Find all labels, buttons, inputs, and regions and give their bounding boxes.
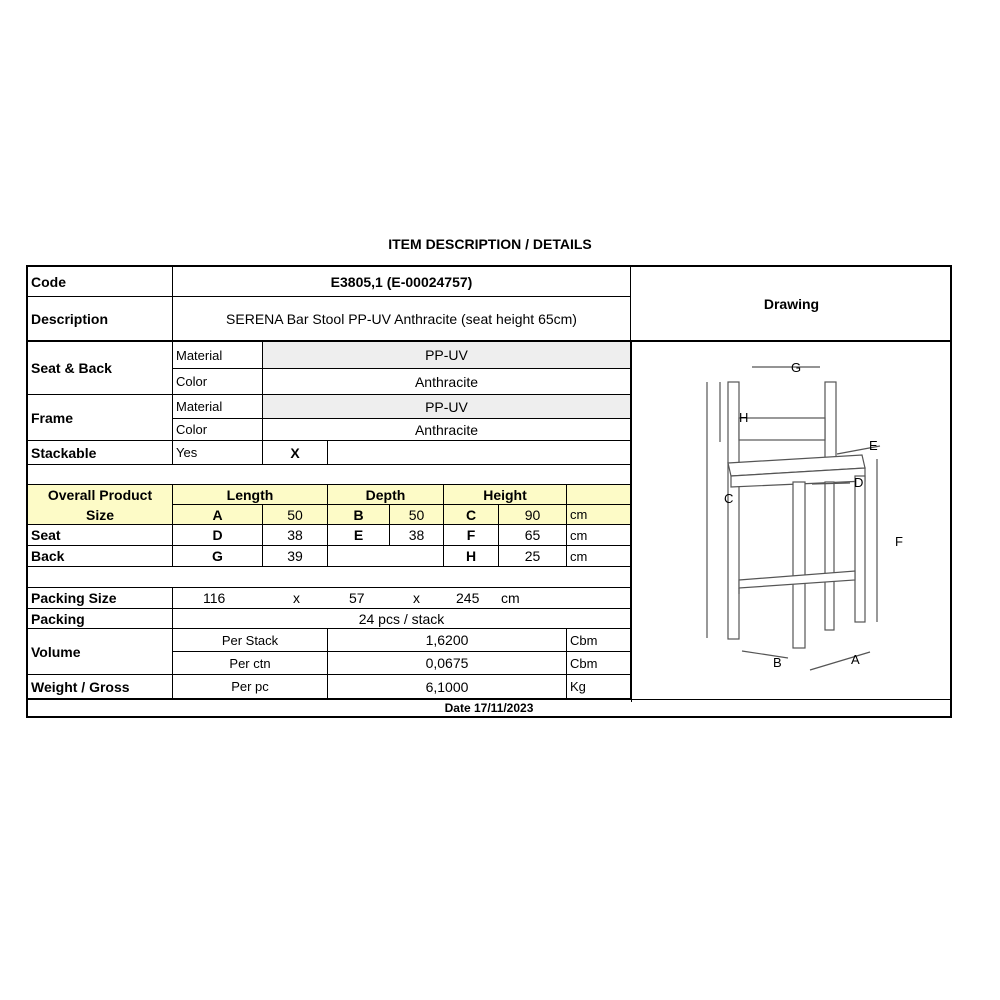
code-value: E3805,1 (E-00024757) <box>173 267 631 297</box>
front-right-leg <box>855 476 865 622</box>
per-ctn-unit: Cbm <box>567 652 631 675</box>
packing-value: 24 pcs / stack <box>173 609 631 629</box>
dim-h-value: 25 <box>499 546 567 567</box>
label-d: D <box>854 475 864 490</box>
back-depth-blank <box>328 546 444 567</box>
seat-back-color: Anthracite <box>263 369 631 395</box>
drawing-area <box>631 342 952 702</box>
dim-a-value: 50 <box>263 505 328 525</box>
unit-header-blank <box>567 485 631 505</box>
spec-table <box>26 265 952 718</box>
label-a: A <box>851 652 860 667</box>
dim-row1-unit: cm <box>567 505 631 525</box>
spacer-row <box>28 465 631 485</box>
packing-height: 245 <box>456 590 480 606</box>
per-pc-label: Per pc <box>173 675 328 699</box>
dim-row2-unit: cm <box>567 525 631 546</box>
front-left-leg <box>793 482 805 648</box>
packing-width: 57 <box>349 590 365 606</box>
volume-label: Volume <box>28 629 173 675</box>
packing-length: 116 <box>203 590 226 606</box>
packing-sep-2: x <box>413 590 420 606</box>
frame-material-label: Material <box>173 395 263 419</box>
weight-label: Weight / Gross <box>28 675 173 699</box>
dim-h-letter: H <box>444 546 499 567</box>
overall-size-header <box>28 485 173 525</box>
label-f: F <box>895 534 903 549</box>
packing-size-values <box>173 588 631 609</box>
packing-unit: cm <box>501 590 520 606</box>
per-ctn-label: Per ctn <box>173 652 328 675</box>
packing-sep-1: x <box>293 590 300 606</box>
dim-e-letter: E <box>328 525 390 546</box>
weight-unit: Kg <box>567 675 631 699</box>
height-header: Height <box>444 485 567 505</box>
back-dim-label: Back <box>28 546 173 567</box>
dim-f-value: 65 <box>499 525 567 546</box>
seat-back-material: PP-UV <box>263 342 631 369</box>
date-footer: Date 17/11/2023 <box>28 699 950 716</box>
dim-row3-unit: cm <box>567 546 631 567</box>
frame-label: Frame <box>28 395 173 441</box>
label-h: H <box>739 410 749 425</box>
overall-size-header-line1: Overall Product <box>47 486 153 503</box>
dim-c-value: 90 <box>499 505 567 525</box>
per-stack-label: Per Stack <box>173 629 328 652</box>
code-label: Code <box>28 267 173 297</box>
back-right-leg <box>825 482 834 630</box>
label-b: B <box>773 655 782 670</box>
dim-a-letter: A <box>173 505 263 525</box>
dim-g-value: 39 <box>263 546 328 567</box>
dim-b-letter: B <box>328 505 390 525</box>
per-stack-unit: Cbm <box>567 629 631 652</box>
label-c: C <box>724 491 734 506</box>
dim-b-value: 50 <box>390 505 444 525</box>
backrest <box>739 418 825 440</box>
label-g: G <box>791 360 802 375</box>
description-label: Description <box>28 297 173 342</box>
description-value: SERENA Bar Stool PP-UV Anthracite (seat height 65cm) <box>173 297 631 342</box>
seat-back-material-label: Material <box>173 342 263 369</box>
overall-size-header-line2: Size <box>85 506 114 523</box>
stackable-label: Stackable <box>28 441 173 465</box>
seat-back-color-label: Color <box>173 369 263 395</box>
frame-material: PP-UV <box>263 395 631 419</box>
per-ctn-value: 0,0675 <box>328 652 567 675</box>
dim-d-value: 38 <box>263 525 328 546</box>
seat-back-label: Seat & Back <box>28 342 173 395</box>
stackable-blank <box>328 441 631 465</box>
stackable-option: Yes <box>173 441 263 465</box>
dim-e-value: 38 <box>390 525 444 546</box>
dim-line-a <box>810 652 870 670</box>
dim-g-letter: G <box>173 546 263 567</box>
frame-color-label: Color <box>173 419 263 441</box>
per-stack-value: 1,6200 <box>328 629 567 652</box>
spacer-row-2 <box>28 567 631 588</box>
length-header: Length <box>173 485 328 505</box>
seat-dim-label: Seat <box>28 525 173 546</box>
dim-f-letter: F <box>444 525 499 546</box>
frame-color: Anthracite <box>263 419 631 441</box>
dim-c-letter: C <box>444 505 499 525</box>
back-left-post <box>728 382 739 639</box>
sheet-title: ITEM DESCRIPTION / DETAILS <box>388 236 592 252</box>
packing-label: Packing <box>28 609 173 629</box>
depth-header: Depth <box>328 485 444 505</box>
stackable-mark: X <box>263 441 328 465</box>
per-pc-value: 6,1000 <box>328 675 567 699</box>
packing-size-label: Packing Size <box>28 588 173 609</box>
bar-stool-drawing <box>632 342 952 700</box>
drawing-label: Drawing <box>631 267 952 342</box>
dim-d-letter: D <box>173 525 263 546</box>
label-e: E <box>869 438 878 453</box>
